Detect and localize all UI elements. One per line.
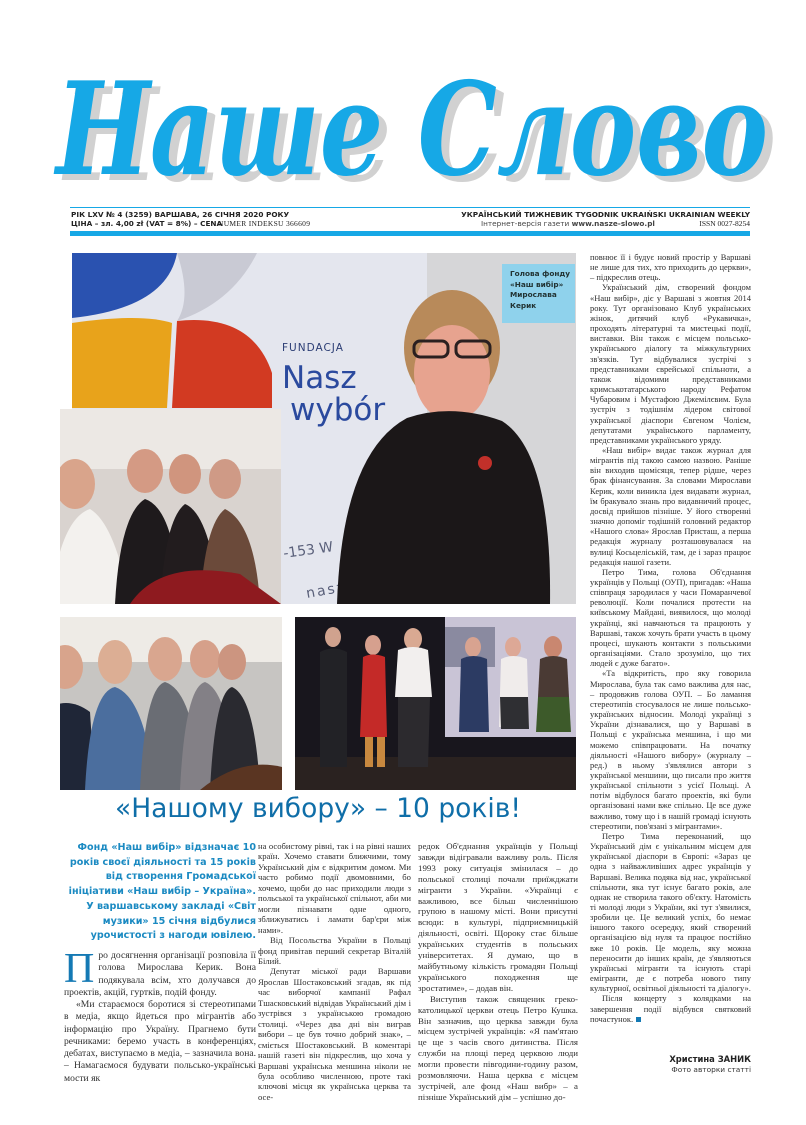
online-label: Інтернет-версія газети (481, 219, 570, 228)
audience-photo (60, 409, 281, 604)
index-number: NUMER INDEKSU 366609 (218, 219, 311, 228)
banner-wybor: wybór (290, 392, 386, 428)
paragraph: Про досягнення організації розповіла її голова Мирослава Керик. Вона подякувала всім, хто долучався до проектів, акцій, гуртків, подій фонду. (64, 946, 256, 998)
logo-shadow: Наше Слово (61, 61, 776, 205)
price-info: ЦІНА – зл. 4,00 zł (VAT = 8%) – CENA (71, 219, 223, 228)
photo-credit: Фото авторки статті (671, 1065, 751, 1074)
paragraph: Після концерту з колядками на завершення події відбувся святковий почастунок. (590, 993, 751, 1024)
paragraph: Петро Тима переконаний, що Український дім є унікальним місцем для української діаспори в Європі: «Зараз це одна з найважливіших адрес українців у Варшаві. Велика подяка від нас, української спільноти, яка тут існує багато років, але однак не створила такого об'єкту. Натомість ті молоді люди з України, які тут з'явилися, зробили це. Це великий успіх, бо немає іншого такого осередку, який створений організацією від нуля та працює постійно вже 10 років. Це модель, яку можна переносити до інших країн, де з'являються українські мігранти та існують старі емігранти, де є потреба нового типу культурної, освітньої діяльності та діалогу». (590, 830, 751, 994)
logo-petal-yellow (72, 318, 172, 408)
website-link[interactable]: www.nasze-slowo.pl (571, 219, 655, 228)
article-column-4 (590, 252, 751, 1024)
author-byline: Христина ЗАНИК (669, 1054, 751, 1064)
article-headline: «Нашому вибору» – 10 років! (115, 793, 521, 824)
weekly-tagline: УКРАЇНСЬКИЙ ТИЖНЕВИК TYGODNIK UKRAIŃSKI UKRAINIAN WEEKLY (461, 210, 750, 219)
concert-photo (295, 617, 576, 790)
concert-photo-illustration (295, 617, 576, 790)
audience-photo-illustration (60, 409, 281, 604)
guests-photo (60, 617, 282, 790)
paragraph: «Ми стараємося боротися зі стереотипами в медіа, якщо йдеться про мігрантів або інформацію про Україну. Прагнемо бути речниками: беремо участь в конференціях, дебатах, виступаємо в медіа, – зазначила вона. – Намагаємося будувати польсько-українські мости як (64, 999, 256, 1084)
paragraph: Від Посольства України в Польщі фонд привітав перший секретар Віталій Білий. (258, 935, 411, 966)
paragraph: Петро Тима, голова Об'єднання українців у Польщі (ОУП), пригадав: «Наша співпраця зародилася у часи Помаранчевої революції. Коли почалися протести на київському Майдані, виявилося, що молоді українці, які навчаються та працюють у Варшаві, також хочуть брати участь в цьому процесі, шукають контакти з польськими організаціями. Стало зрозуміло, що тих людей є дуже багато». (590, 566, 751, 669)
article-column-2 (258, 841, 411, 1102)
paragraph: Виступив також священик греко-католицької церкви отець Петро Кушка. Він зазначив, що церква завжди була місцем зустрічей українців: «Я пам'ятаю це ще з часів свого дитинства. Після служби на площі перед церквою люди могли провести півгодини-годину разом, розмовляючи. Наша церква є місцем зустрічей, але фонд «Наш вибр» – а пізніше Український дім – успішно до- (418, 993, 578, 1102)
article-column-3 (418, 841, 578, 1103)
person-face (414, 325, 490, 421)
paragraph: Депутат міської ради Варшави Ярослав Шостаковський згадав, як під час виборчої кампанії Рафал Тшасковський відвідав Український дім і зустрівся з українською громадою столиці. «Через два дні він виграв вибори – це був точно добрий знак», – сміється Шостаковський. В коментарі нашій газеті він підкреслив, що хоча у Варшаві українська меншина ніколи не була особливо численною, проте такі ключові місця як українська церква та осе- (258, 966, 411, 1102)
masthead-rule-thick (70, 231, 750, 236)
photo-caption: Голова фонду «Наш вибір» Мирослава Керик (502, 264, 575, 323)
paragraph: повнює її і будує новий простір у Варшаві не лише для тих, хто приходить до церкви», – підкреслив отець. (590, 252, 751, 283)
online-version (481, 219, 655, 228)
banner-fundacja: FUNDACJA (282, 342, 344, 354)
guests-photo-illustration (60, 617, 282, 790)
logo-text: Наше Слово (53, 55, 768, 205)
banner-nasz: Nasz (282, 360, 357, 396)
paragraph: на особистому рівні, так і на рівні наших країн. Хочемо ставати ближчими, тому Український дім є відкритим домом. Ми часто робимо події двомовними, бо хочемо, щоби до нас приходили люди з польської та української спільнот, аби ми могли пізнавати одне одного, зближуватись і ламати бар'єри між нами». (258, 841, 411, 935)
drop-cap: П (64, 946, 95, 992)
paragraph: «Та відкритість, про яку говорила Мирослава, була так само важлива для нас, – продовжив голова ОУП. – Бо ламання стереотипів стосувалося не лише польсько-українських відносин. Молоді українці з України дізнавалися, що у Варшаві в Польщі є українська меншина, і що ми можемо співпрацювати. На початку діяльності «Нашого вибору» (журналу – ред.) в ньому з'являлися автори з української меншини, що писали про життя української спільноти з усієї Польщі. А потім відбулося багато проектів, які були організовані нами вже спільно. Це все дуже важливо, тому що і в нашій громаді існують стереотипи, пов'язані з мігрантами». (590, 668, 751, 831)
banner-phone: -153 W (282, 539, 335, 562)
masthead-rule-thin (70, 207, 750, 208)
paragraph: Український дім, створений фондом «Наш вибір», діє у Варшаві з жовтня 2014 року. Тут організовано Клуб українських жінок, дитячий клуб «Рукавичка», проходять літературні та мистецькі події, виставки. Він також є місцем польсько-українського діалогу та міжкультурних зв'язків. Тут відбувалися зустрічі з представниками єврейської спільноти, а також відомими представниками кримськотатарського народу Рефатом Чубаровим і Мустафою Джемілєвим. Була зустріч з тодішнім лідером світової української діаспори Євгеном Чолієм, депутатами українського парламенту, представниками українського уряду. (590, 282, 751, 445)
article-lead: Фонд «Наш вибір» відзначає 10 років своєї діяльності та 15 років від створення Громадської ініціативи «Наш вибір – Україна». У варшавському закладі «Світ музики» 15 січня відбулися урочистості з нагоди ювілею. (68, 842, 256, 942)
paragraph: редок Об'єднання українців у Польщі завжди відігравали важливу роль. Після 1993 року ситуація змінилася – до польської столиці почали приїжджати мігранти з України. «Українці є важливою, все більш численнішою групою в нашому місті. Вони присутні всюди: в культурі, підприємницькій діяльності, освіті. Щороку стає більше українських студентів в польських університетах. Я думаю, що в майбутньому кількість громадян Польщі українського походження ще зростатиме», – додав він. (418, 841, 578, 993)
paragraph: «Наш вибір» видає також журнал для мігрантів під такою самою назвою. Раніше він виходив щомісяця, тепер рідше, через брак фінансування. За словами Мирослави Керик, коли виникла ідея видавати журнал, їм бракувало знань про видавничий процес, досвід прийшов пізніше. У його створенні значно допоміг тодішній головний редактор «Нашого слова» Ярослав Присташ, а перша редакція журналу розташовувалася на вулиці Косьцеліській, там, де і зараз працює редакція нашої газети. (590, 444, 751, 567)
article-column-1 (64, 946, 256, 1085)
issue-info: РІК LXV № 4 (3259) ВАРШАВА, 26 СІЧНЯ 2020 РОКУ (71, 210, 290, 219)
issn: ISSN 0027-8254 (699, 219, 750, 228)
end-of-article-mark (636, 1017, 641, 1022)
masthead-logo (30, 40, 790, 205)
